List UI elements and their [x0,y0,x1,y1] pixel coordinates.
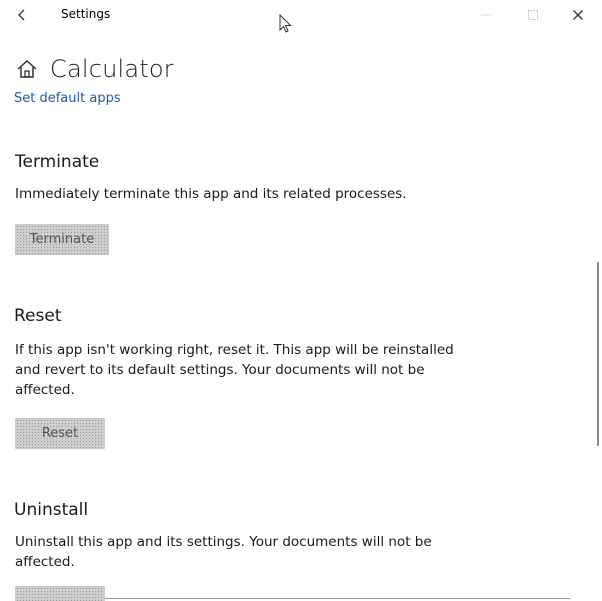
back-button[interactable] [10,4,34,26]
terminate-description: Immediately terminate this app and its related processes. [15,186,407,202]
home-icon [16,58,38,80]
close-icon [572,9,584,21]
terminate-button[interactable]: Terminate [15,224,109,255]
reset-description: If this app isn't working right, reset it. This app will be reinstalled and revert to its default settings. Your documents will not be affected. [15,342,454,398]
set-default-apps-link[interactable]: Set default apps [14,91,121,106]
minimize-button[interactable] [466,4,506,26]
bottom-divider [105,598,570,599]
close-button[interactable] [558,4,598,26]
uninstall-heading: Uninstall [14,500,89,520]
reset-heading: Reset [14,306,62,326]
page-header [16,55,174,83]
maximize-button[interactable] [513,4,553,26]
maximize-icon [527,9,539,21]
back-arrow-icon [16,9,28,21]
uninstall-description: Uninstall this app and its settings. Your documents will not be affected. [15,534,432,570]
mouse-cursor-icon [279,14,293,34]
title-bar [0,0,602,32]
reset-button[interactable]: Reset [15,418,105,449]
page-title: Calculator [50,55,174,83]
uninstall-button[interactable] [15,586,105,601]
terminate-heading: Terminate [15,152,100,172]
vertical-scrollbar[interactable] [597,262,599,446]
minimize-icon [480,9,492,21]
app-title: Settings [61,7,111,21]
